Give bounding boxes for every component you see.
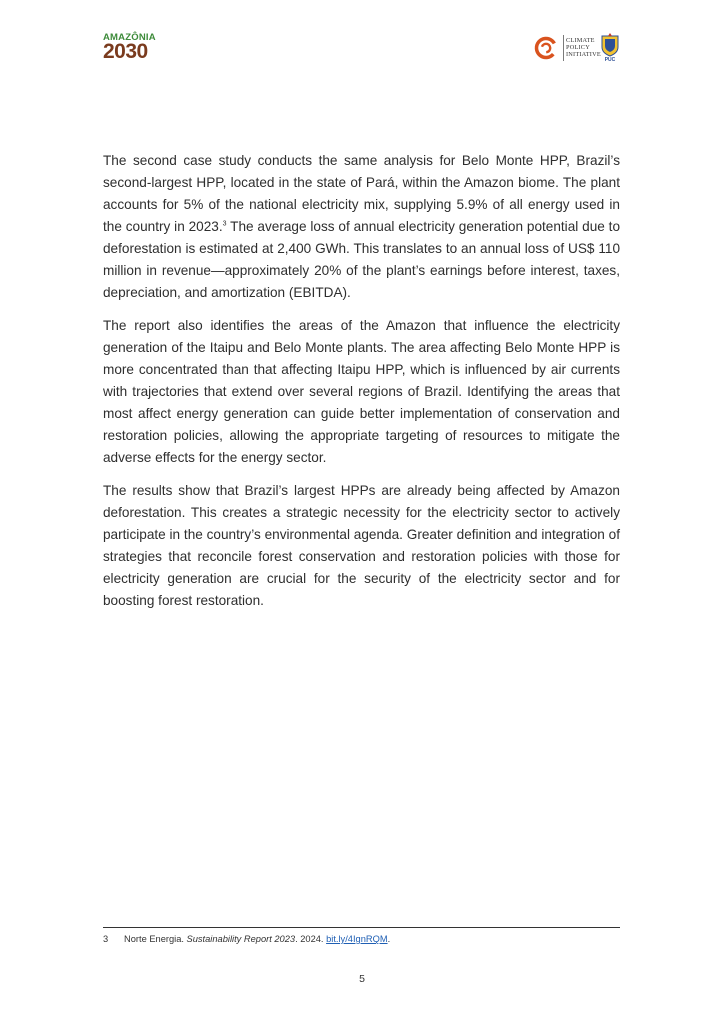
cpi-wordmark <box>566 37 601 58</box>
paragraph-1-part-a: The second case study conducts the same analysis for Belo Monte HPP, Brazil’s second-largest HPP, located in the state of Pará, within the Amazon biome. The plant accounts for 5% of the national electricity mix, supplying 5.9% of all energy used in the country in 2023. <box>103 153 620 234</box>
footnote-number: 3 <box>103 934 109 944</box>
cpi-line-2: POLICY <box>566 44 590 51</box>
logo-divider <box>563 35 564 61</box>
cpi-line-3: INITIATIVE <box>566 51 601 58</box>
amazonia-2030-logo <box>103 33 167 61</box>
footnote-year: . 2024. <box>295 934 327 944</box>
paragraph-1-part-b: The average loss of annual electricity generation potential due to deforestation is estimated at 2,400 GWh. This translates to an annual loss of US$ 110 million in revenue—approximately 20% of the plant’s earnings before interest, taxes, depreciation, and amortization (EBITDA). <box>103 219 621 300</box>
paragraph-results: The results show that Brazil’s largest HPPs are already being affected by Amazon deforestation. This creates a strategic necessity for the electricity sector to actively participate in the country’s environmental agenda. Greater definition and integration of strategies that reconcile forest conservation and restoration policies with those for electricity generation are crucial for the security of the electricity sector and for boosting forest restoration. <box>103 483 620 608</box>
footnote-source: Norte Energia. <box>124 934 187 944</box>
cpi-puc-logos <box>534 32 624 64</box>
footnote-divider <box>103 927 620 928</box>
main-body <box>103 150 620 623</box>
page-number: 5 <box>359 973 365 985</box>
footnote <box>103 933 620 945</box>
paragraph-amazon-areas: The report also identifies the areas of the Amazon that influence the electricity generation of the Itaipu and Belo Monte plants. The area affecting Belo Monte HPP is more concentrated than that affecting Itaipu HPP, which is influenced by air currents with trajectories that extend over several regions of Brazil. Identifying the areas that most affect energy generation can guide better implementation of conservation and restoration policies, allowing the appropriate targeting of resources to mitigate the adverse effects for the energy sector. <box>103 318 620 465</box>
cpi-logo-icon <box>534 36 558 60</box>
svg-text:PUC: PUC <box>604 57 616 62</box>
logo-word: AMAZÔNIA <box>103 32 156 43</box>
footnote-end: . <box>387 934 391 944</box>
logo-year: 2030 <box>103 40 148 63</box>
footnote-title: Sustainability Report 2023 <box>186 934 296 944</box>
cpi-line-1: CLIMATE <box>566 37 595 44</box>
puc-crest-icon <box>599 32 621 62</box>
paragraph-belo-monte <box>103 150 620 304</box>
footnote-link[interactable]: bit.ly/4IgnRQM <box>326 934 388 944</box>
footnote-reference[interactable]: 3 <box>222 220 227 228</box>
